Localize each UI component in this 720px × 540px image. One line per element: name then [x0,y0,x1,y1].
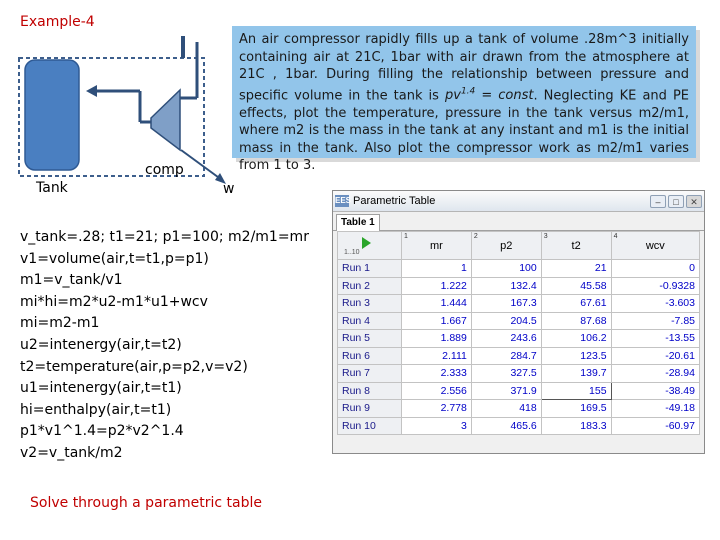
code-line: hi=enthalpy(air,t=t1) [20,401,172,418]
table-cell[interactable]: 87.68 [541,312,611,330]
table-cell[interactable]: 67.61 [541,295,611,313]
row-header[interactable]: Run 10 [338,417,402,435]
table-cell[interactable]: 139.7 [541,365,611,383]
table-cell[interactable]: -60.97 [611,417,699,435]
row-header[interactable]: Run 4 [338,312,402,330]
maximize-icon[interactable]: □ [668,195,684,208]
table-cell[interactable]: 45.58 [541,277,611,295]
table-cell[interactable]: 2.111 [402,347,472,365]
table-cell[interactable]: 132.4 [471,277,541,295]
table-cell[interactable]: -20.61 [611,347,699,365]
table-cell[interactable]: 169.5 [541,400,611,418]
column-header-wcv[interactable] [611,232,699,260]
table-cell[interactable]: 1 [402,260,472,278]
table-row [338,400,700,418]
comp-label: comp [145,162,184,178]
problem-statement [232,26,696,174]
row-header[interactable]: Run 1 [338,260,402,278]
run-range: 1..10 [344,249,360,256]
column-number: 2 [473,233,478,240]
tank-label: Tank [36,180,68,196]
table-row [338,330,700,348]
table-cell[interactable]: 167.3 [471,295,541,313]
table-cell[interactable]: -0.9328 [611,277,699,295]
row-header[interactable]: Run 9 [338,400,402,418]
table-row [338,417,700,435]
window-title: Parametric Table [353,195,436,207]
table-cell[interactable]: 21 [541,260,611,278]
table-cell[interactable]: -38.49 [611,382,699,400]
problem-text-1: An air compressor rapidly fills up a tank of volume .28m^3 initially containing air at 21C, 1bar with air drawn from the atmosphere at 21C , 1bar. During filling the relationship between pressure and specific volume in the tank is [239,32,689,104]
parametric-table-window [332,190,705,454]
table-row [338,347,700,365]
table-cell[interactable]: 183.3 [541,417,611,435]
table-row [338,295,700,313]
table-cell[interactable]: 2.333 [402,365,472,383]
table-cell[interactable]: 284.7 [471,347,541,365]
table-cell[interactable]: 1.889 [402,330,472,348]
table-cell[interactable]: 100 [471,260,541,278]
column-number: 3 [543,233,548,240]
footer-note: Solve through a parametric table [30,495,262,511]
code-line: v_tank=.28; t1=21; p1=100; m2/m1=mr [20,229,309,245]
table-cell[interactable]: 2.778 [402,400,472,418]
row-header[interactable]: Run 6 [338,347,402,365]
column-name: t2 [571,239,581,252]
column-name: p2 [500,239,513,252]
column-name: mr [430,239,443,252]
table-cell[interactable]: 106.2 [541,330,611,348]
table-cell[interactable]: 204.5 [471,312,541,330]
parametric-grid [337,231,700,435]
table-row [338,365,700,383]
close-icon[interactable]: ✕ [686,195,702,208]
code-line: p1*v1^1.4=p2*v2^1.4 [20,423,184,440]
tank-shape [25,60,79,170]
ees-code [20,227,309,465]
column-header-mr[interactable] [402,232,472,260]
column-header-t2[interactable] [541,232,611,260]
w-label: w [223,181,235,197]
tab-bar [333,212,704,231]
table-cell[interactable]: -3.603 [611,295,699,313]
table-row [338,260,700,278]
play-icon[interactable] [362,237,371,249]
code-line: u2=intenergy(air,t=t2) [20,336,182,353]
column-header-p2[interactable] [471,232,541,260]
problem-formula: $pv^{1.4}$ = const [444,86,534,104]
compressor-shape [151,90,180,150]
table-cell[interactable]: -7.85 [611,312,699,330]
table-row [338,312,700,330]
table-cell[interactable]: -49.18 [611,400,699,418]
table-cell[interactable]: 0 [611,260,699,278]
row-header[interactable]: Run 7 [338,365,402,383]
code-line: t2=temperature(air,p=p2,v=v2) [20,358,248,375]
code-line: mi*hi=m2*u2-m1*u1+wcv [20,293,208,310]
code-line: m1=v_tank/v1 [20,272,123,289]
table-cell[interactable]: 123.5 [541,347,611,365]
code-line: u1=intenergy(air,t=t1) [20,380,182,397]
row-header[interactable]: Run 2 [338,277,402,295]
row-header[interactable]: Run 8 [338,382,402,400]
minimize-icon[interactable]: – [650,195,666,208]
table-cell[interactable]: 2.556 [402,382,472,400]
table-cell[interactable]: 1.667 [402,312,472,330]
table-row [338,277,700,295]
code-line: v2=v_tank/m2 [20,444,123,461]
table-cell[interactable]: 1.222 [402,277,472,295]
window-titlebar[interactable] [333,191,704,212]
tab-table-1[interactable]: Table 1 [336,214,380,231]
flow-arrow-icon [86,85,97,97]
ees-app-icon: EES [335,196,352,205]
problem-text-2: . Neglecting KE and PE effects, plot the temperature, pressure in the tank versus m2/m1, where m2 is the mass in the tank at any instant and m1 is the initial mass in the tank. Also plot the compressor work as m2/m1 varies from 1 to 3. [239,88,689,174]
row-header[interactable]: Run 3 [338,295,402,313]
table-cell[interactable]: -13.55 [611,330,699,348]
column-number: 1 [404,233,408,240]
table-row [338,382,700,400]
table-cell[interactable]: 327.5 [471,365,541,383]
table-cell[interactable]: 1.444 [402,295,472,313]
table-cell[interactable]: 3 [402,417,472,435]
table-cell[interactable]: 465.6 [471,417,541,435]
row-header[interactable]: Run 5 [338,330,402,348]
code-line: v1=volume(air,t=t1,p=p1) [20,250,209,267]
table-cell[interactable]: 243.6 [471,330,541,348]
table-cell[interactable]: 418 [471,400,541,418]
column-number: 4 [613,233,618,240]
run-play-cell [338,232,402,260]
code-line: mi=m2-m1 [20,315,100,332]
table-cell[interactable]: 155 [541,382,611,400]
table-cell[interactable]: 371.9 [471,382,541,400]
slide-title: Example-4 [20,14,95,30]
table-cell[interactable]: -28.94 [611,365,699,383]
column-name: wcv [645,239,665,252]
